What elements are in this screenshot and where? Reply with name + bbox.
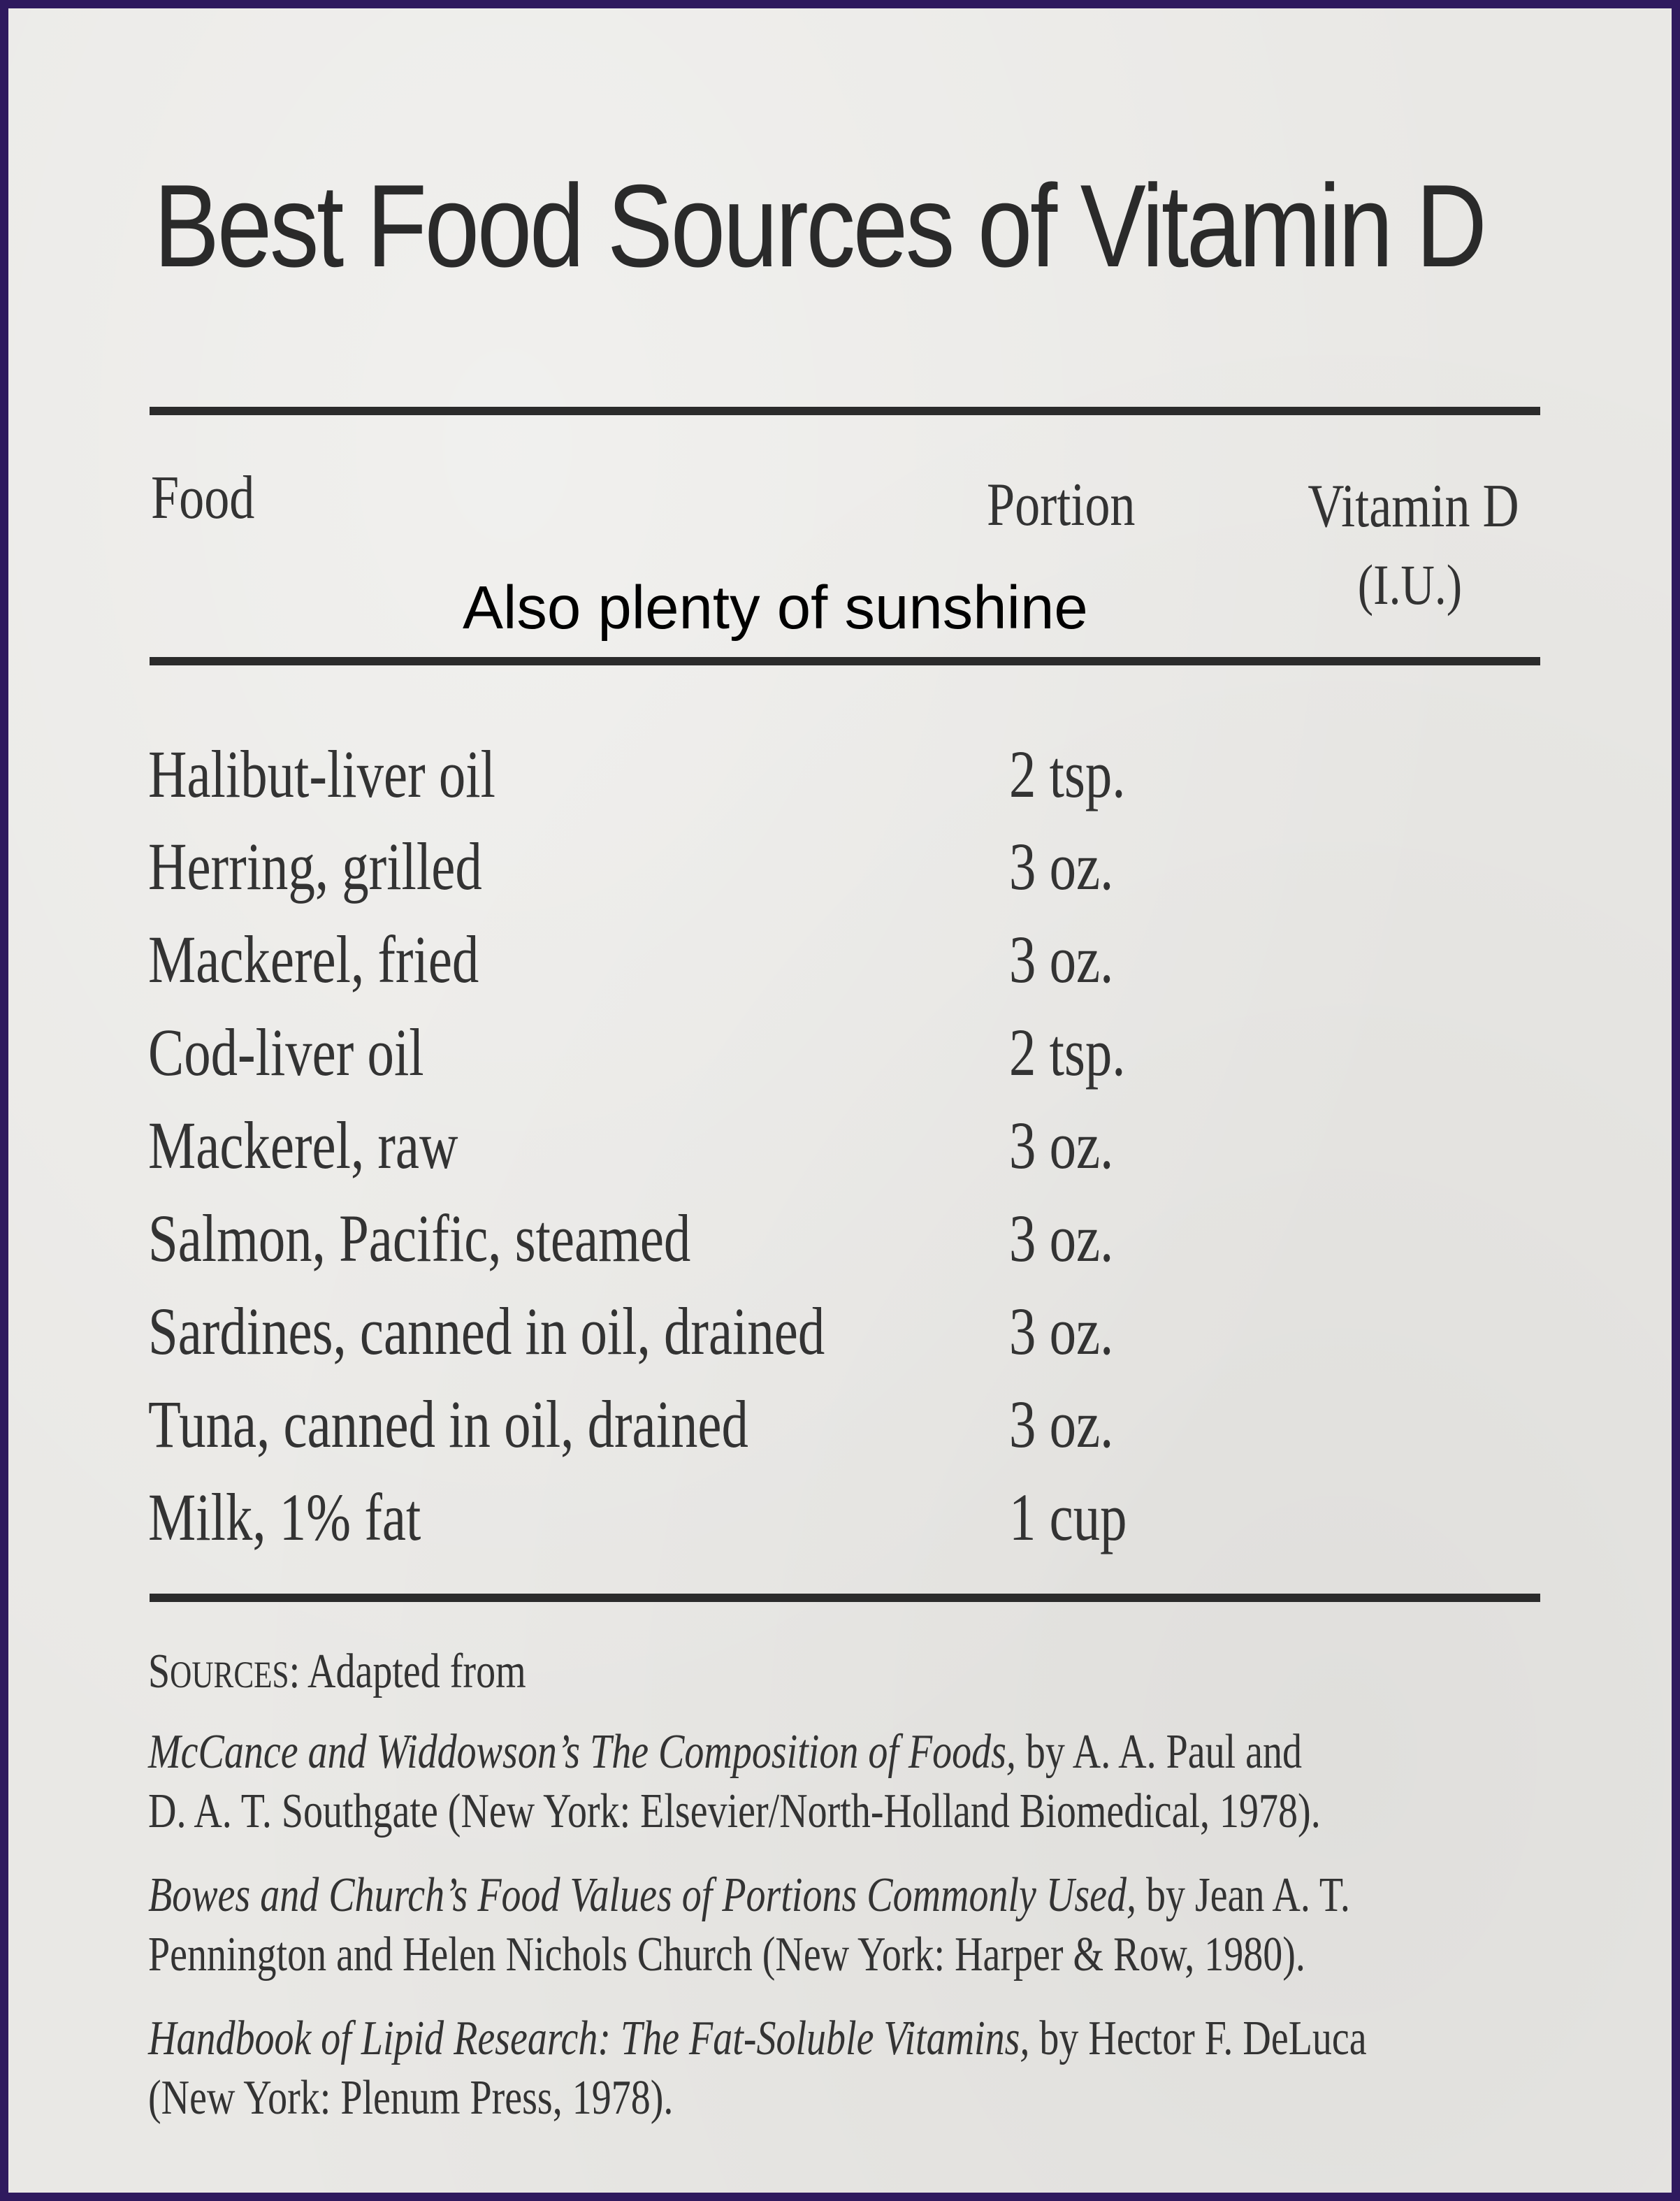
header-portion: Portion (987, 471, 1136, 539)
table-cell-portion: 3 oz. (1009, 1387, 1114, 1462)
table-cell-portion: 3 oz. (1009, 1108, 1114, 1183)
table-cell-food: Cod-liver oil (148, 1015, 424, 1090)
table-cell-food: Salmon, Pacific, steamed (148, 1201, 691, 1276)
table-cell-food: Mackerel, raw (148, 1108, 458, 1183)
source-2-title: Bowes and Church’s Food Values of Portions Commonly Used, (148, 1868, 1136, 1922)
table-cell-food: Mackerel, fried (148, 922, 479, 997)
header-unit: (I.U.) (1357, 553, 1462, 616)
source-2-line-2: Pennington and Helen Nichols Church (New York: Harper & Row, 1980). (148, 1928, 1305, 1982)
table-cell-portion: 1 cup (1009, 1480, 1127, 1554)
table-cell-portion: 2 tsp. (1009, 737, 1126, 811)
source-3-title: Handbook of Lipid Research: The Fat-Soluble Vitamins, (148, 2012, 1030, 2065)
top-rule (150, 407, 1540, 415)
bottom-rule (150, 1594, 1540, 1602)
table-cell-food: Milk, 1% fat (148, 1480, 421, 1554)
source-1-line-2: D. A. T. Southgate (New York: Elsevier/North-Holland Biomedical, 1978). (148, 1784, 1321, 1838)
table-cell-portion: 3 oz. (1009, 1294, 1114, 1369)
page-title: Best Food Sources of Vitamin D (154, 160, 1485, 291)
table-cell-food: Sardines, canned in oil, drained (148, 1294, 825, 1369)
source-3-line-2: (New York: Plenum Press, 1978). (148, 2071, 674, 2125)
header-food: Food (151, 464, 255, 532)
source-1-title: McCance and Widdowson’s The Composition of Foods, (148, 1725, 1016, 1779)
source-3-line-1: Handbook of Lipid Research: The Fat-Soluble Vitamins, by Hector F. DeLuca (148, 2012, 1367, 2065)
source-2-line-1: Bowes and Church’s Food Values of Portions Commonly Used, by Jean A. T. (148, 1868, 1350, 1922)
header-rule (150, 657, 1540, 665)
sources-label: SOURCES: Adapted from (148, 1645, 526, 1698)
source-1-line-1: McCance and Widdowson’s The Composition of Foods, by A. A. Paul and (148, 1725, 1302, 1779)
table-cell-portion: 2 tsp. (1009, 1015, 1126, 1090)
table-cell-food: Tuna, canned in oil, drained (148, 1387, 748, 1462)
table-cell-portion: 3 oz. (1009, 829, 1114, 904)
overlay-caption: Also plenty of sunshine (463, 574, 1088, 642)
table-cell-food: Halibut-liver oil (148, 737, 495, 811)
table-cell-food: Herring, grilled (148, 829, 482, 904)
table-cell-portion: 3 oz. (1009, 1201, 1114, 1276)
table-cell-portion: 3 oz. (1009, 922, 1114, 997)
header-vitamin-d: Vitamin D (1308, 472, 1519, 540)
